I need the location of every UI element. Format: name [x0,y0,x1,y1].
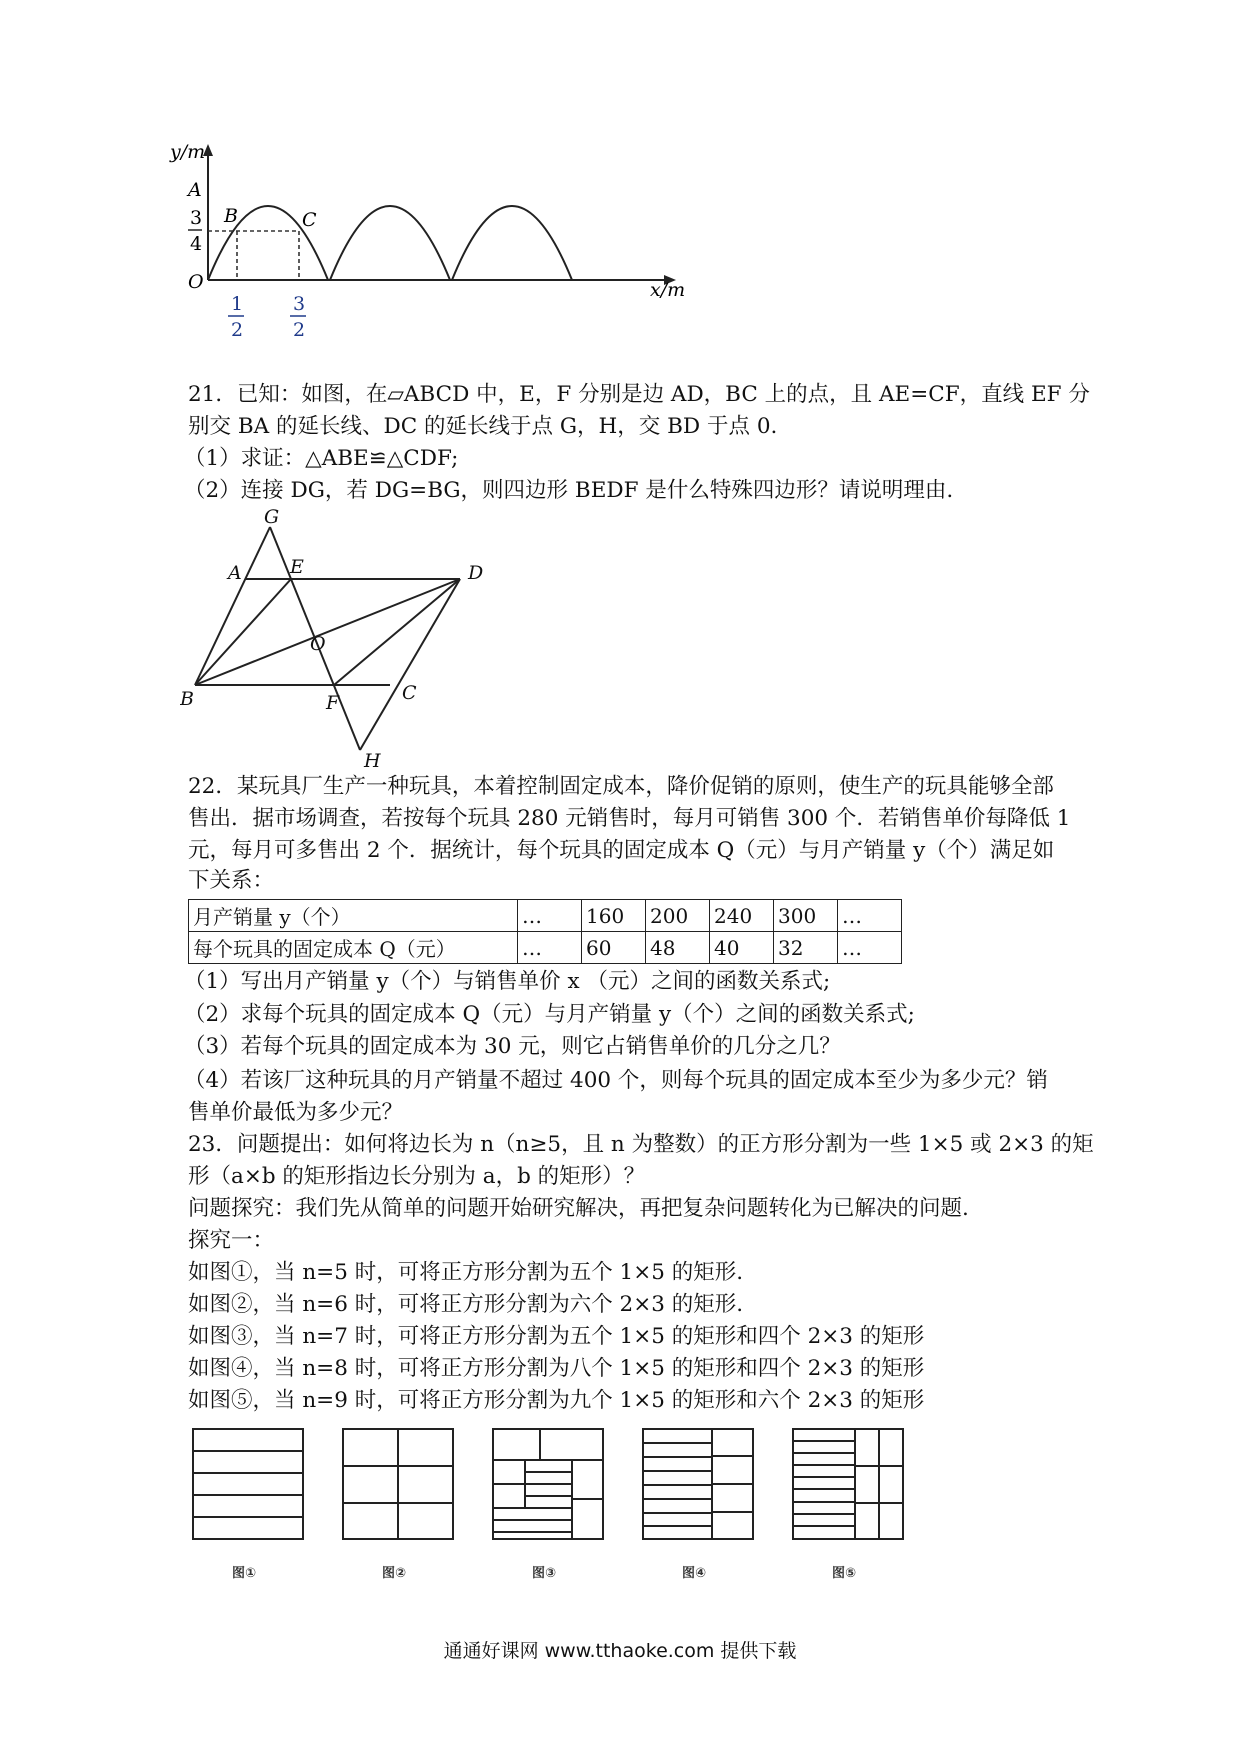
point-c-label: C [302,209,317,231]
q22-part-3: （3）若每个玩具的固定成本为 30 元，则它占销售单价的几分之几？ [184,1034,841,1059]
y-axis-label: y/m [170,141,206,163]
y-fraction-denominator: 4 [190,233,203,255]
q21-part-1: （1）求证：△ABE≌△CDF; [184,446,459,471]
q22-line-1: 22．某玩具厂生产一种玩具，本着控制固定成本，降价促销的原则，使生产的玩具能够全部 [188,774,1054,799]
q23-line-3: 问题探究：我们先从简单的问题开始研究解决，再把复杂问题转化为已解决的问题. [188,1196,969,1221]
table-cell: 240 [710,900,774,932]
sine-arch-graph [168,140,688,375]
q22-line-2: 售出．据市场调查，若按每个玩具 280 元销售时，每月可销售 300 个．若销售单价每降低 1 [188,806,1071,831]
label-c: C [402,682,417,704]
q23-line-2: 形（a×b 的矩形指边长分别为 a，b 的矩形）？ [188,1164,646,1189]
label-h: H [364,750,381,770]
q22-part-2: （2）求每个玩具的固定成本 Q（元）与月产销量 y（个）之间的函数关系式; [184,1002,915,1027]
page-footer[interactable]: 通通好课网 www.tthaoke.com 提供下载 [443,1640,797,1662]
table-cell: 200 [646,900,710,932]
q23-case-5: 如图⑤，当 n=9 时，可将正方形分割为九个 1×5 的矩形和六个 2×3 的矩形 [188,1388,925,1413]
table-cell: 60 [582,932,646,964]
x1-fraction-denominator: 2 [231,319,244,341]
y-fraction-numerator: 3 [190,207,203,229]
tiling-figures [190,1426,920,1546]
x2-fraction-numerator: 3 [293,293,306,315]
q23-case-3: 如图③，当 n=7 时，可将正方形分割为五个 1×5 的矩形和四个 2×3 的矩形 [188,1324,925,1349]
table-cell: 160 [582,900,646,932]
q23-case-2: 如图②，当 n=6 时，可将正方形分割为六个 2×3 的矩形. [188,1292,744,1317]
q23-line-4: 探究一： [188,1228,275,1253]
figure-2-label: 图② [382,1566,407,1581]
label-o: O [310,633,326,655]
q21-line-1: 21．已知：如图，在▱ABCD 中，E，F 分别是边 AD，BC 上的点，且 AE=CF，直线 EF 分 [188,382,1090,407]
q22-part-4b: 售单价最低为多少元？ [188,1100,404,1125]
q21-part-2: （2）连接 DG，若 DG=BG，则四边形 BEDF 是什么特殊四边形？请说明理由. [184,478,954,503]
q23-line-1: 23．问题提出：如何将边长为 n（n≥5，且 n 为整数）的正方形分割为一些 1×5 或 2×3 的矩 [188,1132,1094,1157]
q22-line-3: 元，每月可多售出 2 个．据统计，每个玩具的固定成本 Q（元）与月产销量 y（个）满足如 [188,838,1055,863]
table-cell: 月产销量 y（个） [189,900,518,932]
arch-2 [330,206,450,280]
origin-label: O [188,271,204,293]
label-d: D [468,562,484,584]
figure-1 [193,1429,303,1539]
q22-line-4: 下关系： [188,868,275,893]
arch-3 [452,206,572,280]
x-axis-label: x/m [650,279,686,301]
label-f: F [326,692,340,714]
q21-line-2: 别交 BA 的延长线、DC 的延长线于点 G，H，交 BD 于点 0. [188,414,778,439]
table-cell: 每个玩具的固定成本 Q（元） [189,932,518,964]
figure-2 [343,1429,453,1539]
table-cell: 300 [774,900,838,932]
q22-part-4a: （4）若该厂这种玩具的月产销量不超过 400 个，则每个玩具的固定成本至少为多少元？销 [184,1068,1048,1093]
figure-4 [643,1429,753,1539]
table-cell: … [838,932,902,964]
point-a-label: A [188,179,202,201]
figure-1-label: 图① [232,1566,257,1581]
table-cell: 40 [710,932,774,964]
figure-3 [493,1429,603,1539]
figure-5-label: 图⑤ [832,1566,857,1581]
figure-5 [793,1429,903,1539]
x1-fraction-numerator: 1 [231,293,244,315]
label-b: B [180,688,194,710]
label-a: A [228,562,242,584]
point-b-label: B [224,205,238,227]
figure-4-label: 图④ [682,1566,707,1581]
table-row [189,900,902,932]
x2-fraction-denominator: 2 [293,319,306,341]
table-row [189,932,902,964]
table-cell: … [518,932,582,964]
table-cell: 32 [774,932,838,964]
table-cell: … [838,900,902,932]
parallelogram-figure [180,505,500,770]
table-cell: … [518,900,582,932]
label-g: G [264,506,280,528]
q23-case-4: 如图④，当 n=8 时，可将正方形分割为八个 1×5 的矩形和四个 2×3 的矩形 [188,1356,925,1381]
q22-table [188,899,902,964]
q22-part-1: （1）写出月产销量 y（个）与销售单价 x （元）之间的函数关系式; [184,969,831,994]
table-cell: 48 [646,932,710,964]
q23-case-1: 如图①，当 n=5 时，可将正方形分割为五个 1×5 的矩形. [188,1260,744,1285]
label-e: E [290,556,304,578]
figure-3-label: 图③ [532,1566,557,1581]
